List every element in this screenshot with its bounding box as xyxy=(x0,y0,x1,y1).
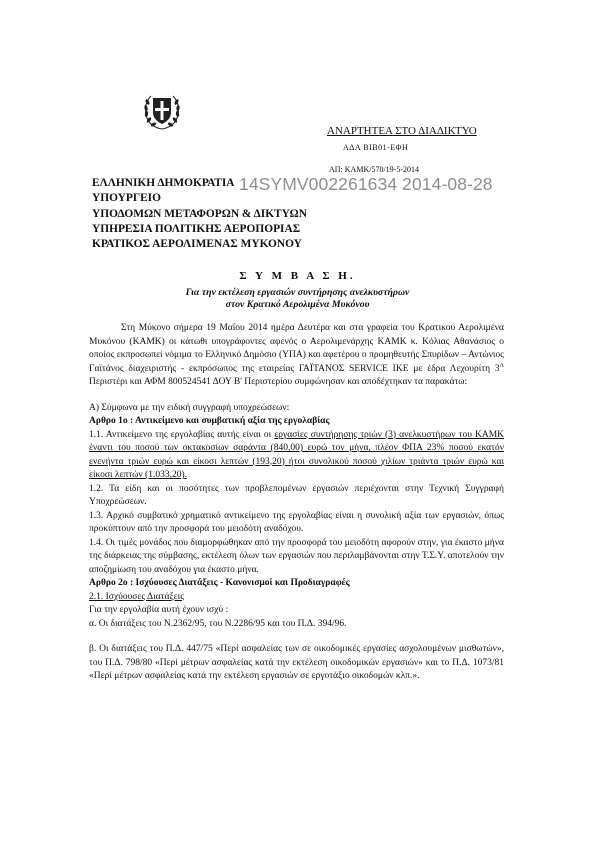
authority-line: ΥΠΗΡΕΣΙΑ ΠΟΛΙΤΙΚΗΣ ΑΕΡΟΠΟΡΙΑΣ xyxy=(92,222,301,235)
authority-line: ΕΛΛΗΝΙΚΗ ΔΗΜΟΚΡΑΤΙΑ xyxy=(92,177,235,189)
provision-a: α. Οι διατάξεις του Ν.2362/95, του Ν.2286/95 και του Π.Δ. 394/96. xyxy=(89,618,347,629)
paragraph-2-1-title: 2.1. Ισχύουσες Διατάξεις xyxy=(89,591,184,602)
document-title: Σ Υ Μ Β Α Σ Η. xyxy=(239,270,356,282)
paragraph-1-3: 1.3. Αρχικό συμβατικό χρηματικό αντικείμενο της εργολαβίας είναι η συνολική αξία των εργασιών, όπως προκύπτουν από την προσφορά του μειοδότη αναδόχου. xyxy=(89,510,504,534)
ada-code: ΑΔΑ ΒΙΒ01-ΕΦΗ xyxy=(343,143,409,152)
authority-line: ΥΠΟΔΟΜΩΝ ΜΕΤΑΦΟΡΩΝ & ΔΙΚΤΥΩΝ xyxy=(92,207,307,220)
intro-paragraph: Στη Μύκονο σήμερα 19 Μαΐου 2014 ημέρα Δευτέρα και στα γραφεία του Κρατικού Αερολιμένα Μυκόνου (ΚΑΜΚ) οι κάτωθι υπογράφοντες αφενός ο Αερολιμενάρχης ΚΑΜΚ κ. Κόλιας Αθανάσιος ο οποίος εκπροσωπεί νόμιμα το Ελληνικό Δημόσιο (ΥΠΑ) και αφετέρου ο προμηθευτής Σπυρίδων – Αντώνιος Γαϊτάνος διαχειριστής - εκπρόσωπος της εταιρείας ΓΑΪΤΑΝΟΣ SERVICE IKE με έδρα Λεχουρίτη $3^A$ Περιστέρι και ΑΦΜ 800524541 ΔΟΥ Β' Περιστερίου συμφώνησαν και αποδέχτηκαν τα παρακάτω: xyxy=(89,323,504,387)
paragraph-1-4: 1.4. Οι τιμές μονάδος που διαμορφώθηκαν από την προσφορά του μειοδότη αφορούν στην, για έκαστο μήνα της διάρκειας της σύμβασης, εκτέλεση όλων των εργασιών που περιλαμβάνονται στην Τ.Σ.Υ. αποτελούν την αποζημίωση του αναδόχου για έκαστο μήνα. xyxy=(89,537,504,575)
document-subtitle xyxy=(0,287,595,310)
contract-body xyxy=(89,322,504,684)
document-watermark: 14SYMV002261634 2014-08-28 xyxy=(239,174,493,194)
protocol-number: ΑΠ: ΚΑΜΚ/570/19-5-2014 xyxy=(329,165,419,174)
provision-b: β. Οι διατάξεις του Π.Δ. 447/75 «Περί ασφαλείας των σε οικοδομικές εργασίες ασχολουμένων μισθωτών», του Π.Δ. 798/80 «Περί μέτρων ασφαλείας κατά την εκτέλεση οικοδομικών εργασιών» και το Π.Δ. 1073/81 «Περί μέτρων ασφαλείας κατά την εκτέλεση εργασιών σε εργοτάξιο οικοδομών κλπ.». xyxy=(89,644,504,681)
article-1-heading: Αρθρο 1ο : Αντικείμενο και συμβατική αξία της εργολαβίας xyxy=(89,416,330,426)
paragraph-1-2: 1.2. Τα είδη και οι ποσότητες των προβλεπομένων εργασιών περιέχονται στην Τεχνική Συγγραφή Υποχρεώσεων. xyxy=(89,483,504,507)
hellenic-emblem-icon xyxy=(141,90,183,132)
subtitle-line: Για την εκτέλεση εργασιών συντήρησης ανελκυστήρων xyxy=(185,287,410,298)
article-2-heading: Αρθρο 2ο : Ισχύουσες Διατάξεις - Κανονισμοί και Προδιαγραφές xyxy=(89,578,350,588)
paragraph-1-1: 1.1. Αντικείμενο της εργολαβίας αυτής είναι οι εργασίες συντήρησης τριών (3) ανελκυστήρων του ΚΑΜΚ έναντι του ποσού των οκτακοσίων σαράντα (840,00) ευρώ τον μήνα, πλέον ΦΠΑ 23% ποσού εκατόν ενενήντα τριών ευρώ και είκοσι λεπτών (193,20) ήτοι συνολικού ποσού χιλίων τριάντα τριών ευρώ και είκοσι λεπτών (1.033,20). xyxy=(89,429,505,480)
subtitle-line: στον Κρατικό Αερολιμένα Μυκόνου xyxy=(225,298,370,310)
authority-line: ΥΠΟΥΡΓΕΙΟ xyxy=(92,192,161,205)
section-a-heading: Α) Σύμφωνα με την ειδική συγγραφή υποχρεώσεων: xyxy=(89,402,290,413)
authority-line: ΚΡΑΤΙΚΟΣ ΑΕΡΟΛΙΜΕΝΑΣ ΜΥΚΟΝΟΥ xyxy=(92,238,302,251)
paragraph-2-1-intro: Για την εργολαβία αυτή έχουν ισχύ : xyxy=(89,605,229,615)
posting-notice: ΑΝΑΡΤΗΤΕΑ ΣΤΟ ΔΙΑΔΙΚΤΥΟ xyxy=(327,125,477,137)
